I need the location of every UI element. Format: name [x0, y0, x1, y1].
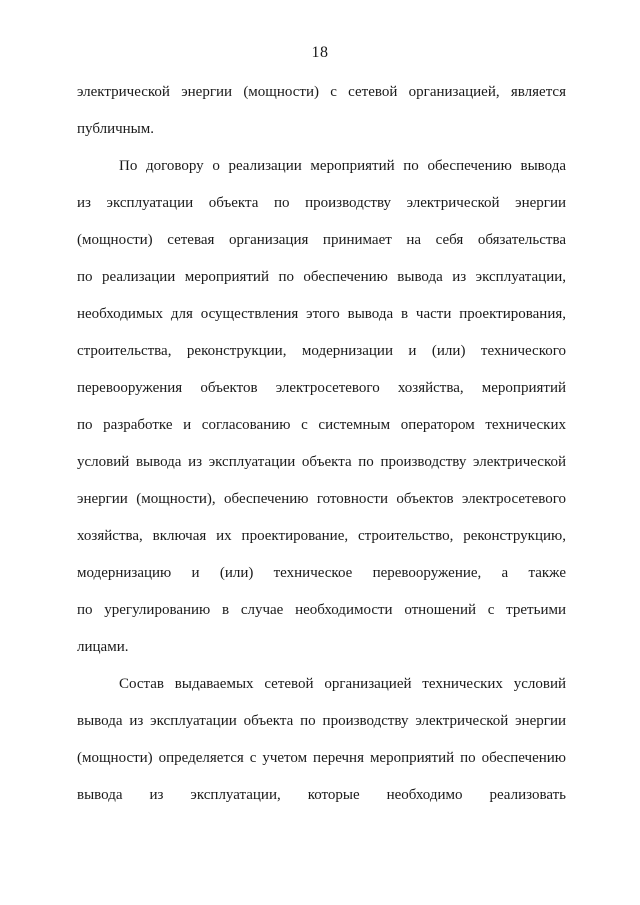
text-line: По договору о реализации мероприятий по обеспечению вывода	[119, 158, 566, 174]
text-line: по разработке и согласованию с системным оператором технических	[77, 417, 566, 433]
text-line: энергии (мощности), обеспечению готовности объектов электросетевого	[77, 491, 566, 507]
text-line: вывода из эксплуатации объекта по производству электрической энергии	[77, 713, 566, 729]
text-line: электрической энергии (мощности) с сетевой организацией, является	[77, 84, 566, 100]
text-line: модернизацию и (или) техническое перевооружение, а также	[77, 565, 566, 581]
text-line: лицами.	[77, 639, 129, 655]
paragraph	[77, 672, 566, 820]
text-line: Состав выдаваемых сетевой организацией технических условий	[119, 676, 566, 692]
text-line: перевооружения объектов электросетевого хозяйства, мероприятий	[77, 380, 566, 396]
paragraph	[77, 154, 566, 672]
text-line: из эксплуатации объекта по производству электрической энергии	[77, 195, 566, 211]
text-line: (мощности) сетевая организация принимает на себя обязательства	[77, 232, 566, 248]
text-line: по урегулированию в случае необходимости отношений с третьими	[77, 602, 566, 618]
text-line: условий вывода из эксплуатации объекта по производству электрической	[77, 454, 566, 470]
page-number: 18	[311, 44, 329, 61]
text-line: строительства, реконструкции, модернизации и (или) технического	[77, 343, 566, 359]
text-line: публичным.	[77, 121, 154, 137]
text-line: (мощности) определяется с учетом перечня мероприятий по обеспечению	[77, 750, 566, 766]
document-body	[77, 80, 566, 820]
text-line: по реализации мероприятий по обеспечению вывода из эксплуатации,	[77, 269, 566, 285]
text-line: вывода из эксплуатации, которые необходимо реализовать	[77, 787, 566, 803]
text-line: хозяйства, включая их проектирование, строительство, реконструкцию,	[77, 528, 566, 544]
paragraph	[77, 80, 566, 154]
text-line: необходимых для осуществления этого вывода в части проектирования,	[77, 306, 566, 322]
